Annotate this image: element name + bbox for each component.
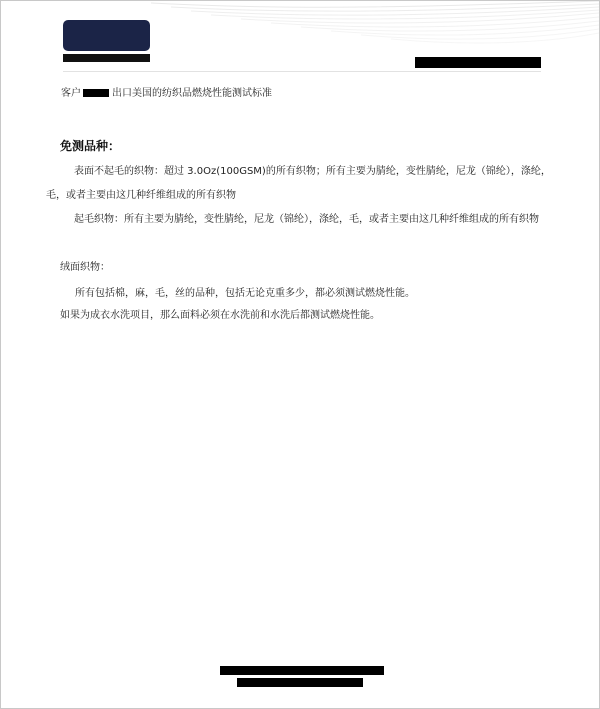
- paragraph-non-napped-fabrics: 表面不起毛的织物：超过 3.0Oz(100GSM)的所有织物；所有主要为腈纶，变性腈纶，尼龙（锦纶），涤纶，毛，或者主要由这几种纤维组成的所有织物: [46, 166, 551, 201]
- redacted-footer-line-2: [237, 678, 363, 687]
- document-title: [61, 87, 272, 101]
- paragraph-garment-wash: 如果为成衣水洗项目，那么面料必须在水洗前和水洗后都测试燃烧性能。: [60, 310, 380, 321]
- title-suffix: 出口美国的纺织品燃烧性能测试标准: [112, 88, 272, 99]
- redacted-client-name: [83, 89, 109, 97]
- redacted-company-name: [63, 54, 150, 62]
- header-divider: [63, 71, 541, 72]
- paragraph-pile-fabrics-detail: 所有包括棉，麻，毛，丝的品种，包括无论克重多少，都必须测试燃烧性能。: [75, 288, 415, 299]
- company-logo: [63, 20, 150, 51]
- paragraph-pile-fabrics-label: 绒面织物：: [60, 262, 110, 273]
- title-prefix: 客户: [61, 88, 81, 99]
- redacted-footer-line-1: [220, 666, 384, 675]
- paragraph-napped-fabrics: 起毛织物：所有主要为腈纶，变性腈纶，尼龙（锦纶），涤纶，毛，或者主要由这几种纤维组成的所有织物: [74, 214, 539, 225]
- redacted-header-text: [415, 57, 541, 68]
- section-heading: 免测品种：: [60, 139, 121, 153]
